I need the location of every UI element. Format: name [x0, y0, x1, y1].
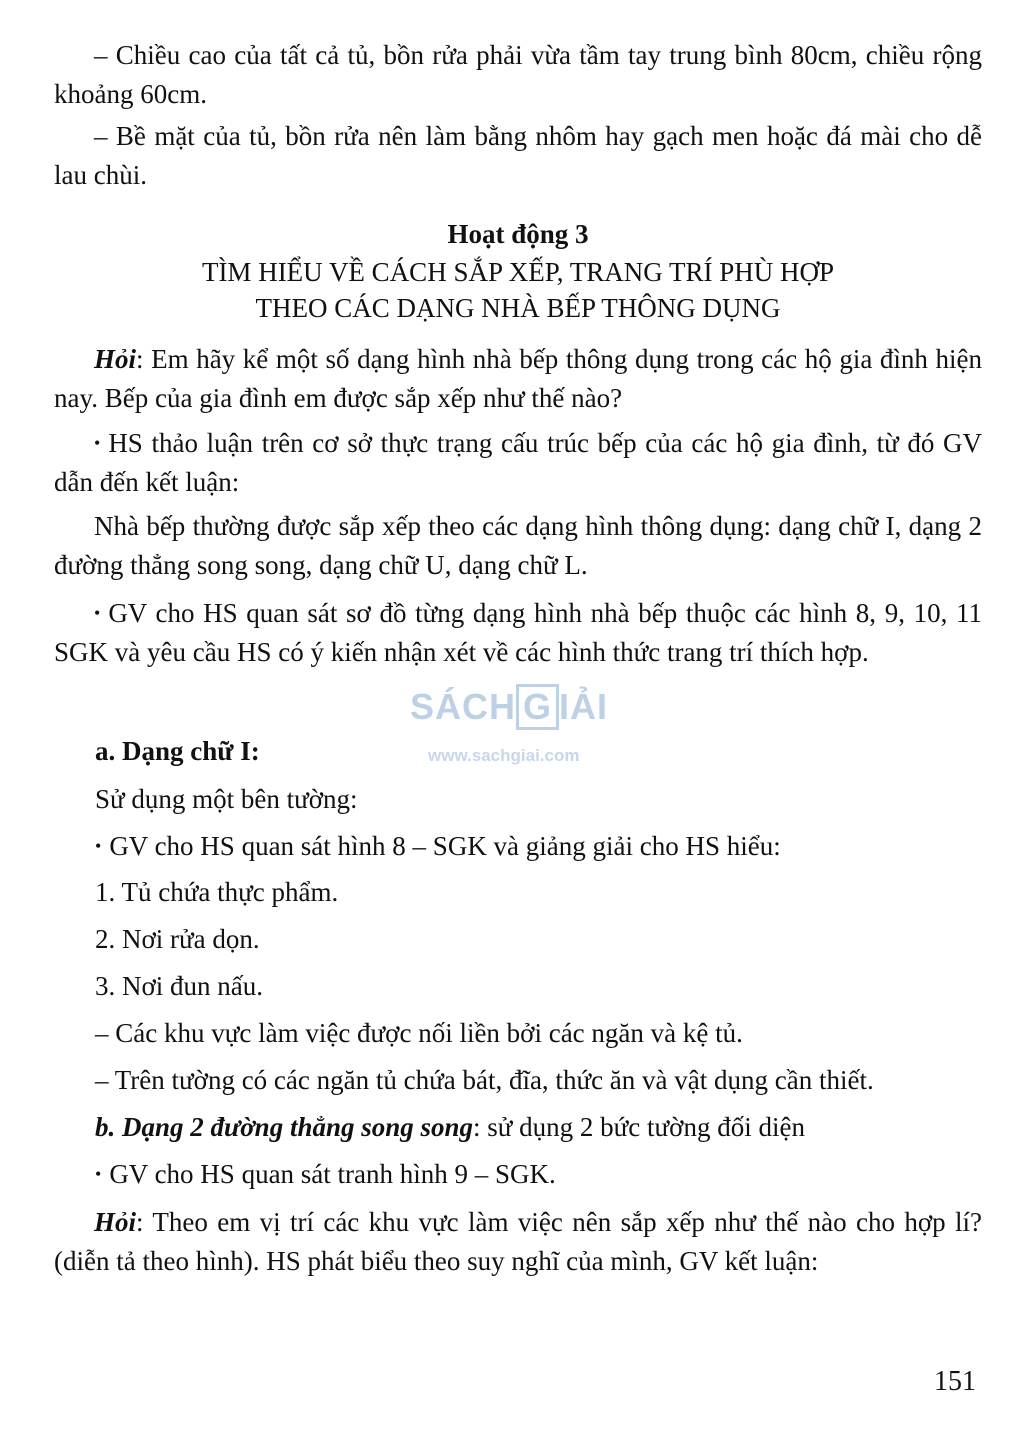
sachgiai-watermark-logo: SÁCH G IẢI www.sachgiai.com: [410, 686, 609, 765]
list-item: 3. Nơi đun nấu.: [95, 971, 264, 1001]
bullet-icon: •: [94, 603, 101, 623]
page-number: 151: [934, 1366, 976, 1397]
activity-subtitle-line2: THEO CÁC DẠNG NHÀ BẾP THÔNG DỤNG: [255, 293, 781, 323]
section-a-note-2: – Trên tường có các ngăn tủ chứa bát, đĩa, thức ăn và vật dụng cần thiết.: [95, 1065, 874, 1095]
activity-title: Hoạt động 3: [447, 219, 589, 249]
activity-subtitle-line1: TÌM HIỂU VỀ CÁCH SẮP XẾP, TRANG TRÍ PHÙ HỢP: [201, 257, 835, 287]
section-a-heading: a. Dạng chữ I:: [95, 736, 260, 766]
question-text: : Em hãy kể một số dạng hình nhà bếp thông dụng trong các hộ gia đình hiện nay. Bếp của gia đình em được sắp xếp như thế nào?: [54, 344, 982, 413]
paragraph-height-requirement: – Chiều cao của tất cả tủ, bồn rửa phải vừa tầm tay trung bình 80cm, chiều rộng khoảng 60cm.: [54, 40, 982, 109]
question-1: [54, 340, 982, 418]
section-a-bullet: • GV cho HS quan sát hình 8 – SGK và giảng giải cho HS hiểu:: [95, 831, 781, 861]
section-b-bullet: • GV cho HS quan sát tranh hình 9 – SGK.: [95, 1159, 556, 1189]
bullet-discussion: • HS thảo luận trên cơ sở thực trạng cấu trúc bếp của các hộ gia đình, từ đó GV dẫn đến kết luận:: [54, 428, 982, 497]
bullet-icon: •: [95, 1164, 102, 1184]
section-b-heading: b. Dạng 2 đường thẳng song song: sử dụng 2 bức tường đối diện: [95, 1112, 805, 1142]
question-2: [54, 1203, 982, 1281]
conclusion-kitchen-types: Nhà bếp thường được sắp xếp theo các dạng hình thông dụng: dạng chữ I, dạng 2 đường thẳng song song, dạng chữ U, dạng chữ L.: [54, 511, 982, 580]
bullet-icon: •: [95, 836, 102, 856]
question-label: Hỏi: [94, 1207, 137, 1237]
question-label: Hỏi: [94, 344, 137, 374]
bullet-icon: •: [94, 433, 101, 453]
bullet-observe-diagrams: • GV cho HS quan sát sơ đồ từng dạng hình nhà bếp thuộc các hình 8, 9, 10, 11 SGK và yêu cầu HS có ý kiến nhận xét về các hình thức trang trí thích hợp.: [54, 598, 982, 667]
question-text: : Theo em vị trí các khu vực làm việc nên sắp xếp như thế nào cho hợp lí? (diễn tả theo hình). HS phát biểu theo suy nghĩ của mình, GV kết luận:: [54, 1207, 982, 1276]
list-item: 2. Nơi rửa dọn.: [95, 924, 260, 954]
section-a-note-1: – Các khu vực làm việc được nối liền bởi các ngăn và kệ tủ.: [95, 1018, 743, 1048]
section-a-intro: Sử dụng một bên tường:: [95, 784, 358, 814]
list-item: 1. Tủ chứa thực phẩm.: [95, 877, 339, 907]
paragraph-surface-material: – Bề mặt của tủ, bồn rửa nên làm bằng nhôm hay gạch men hoặc đá mài cho dễ lau chùi.: [54, 121, 982, 190]
